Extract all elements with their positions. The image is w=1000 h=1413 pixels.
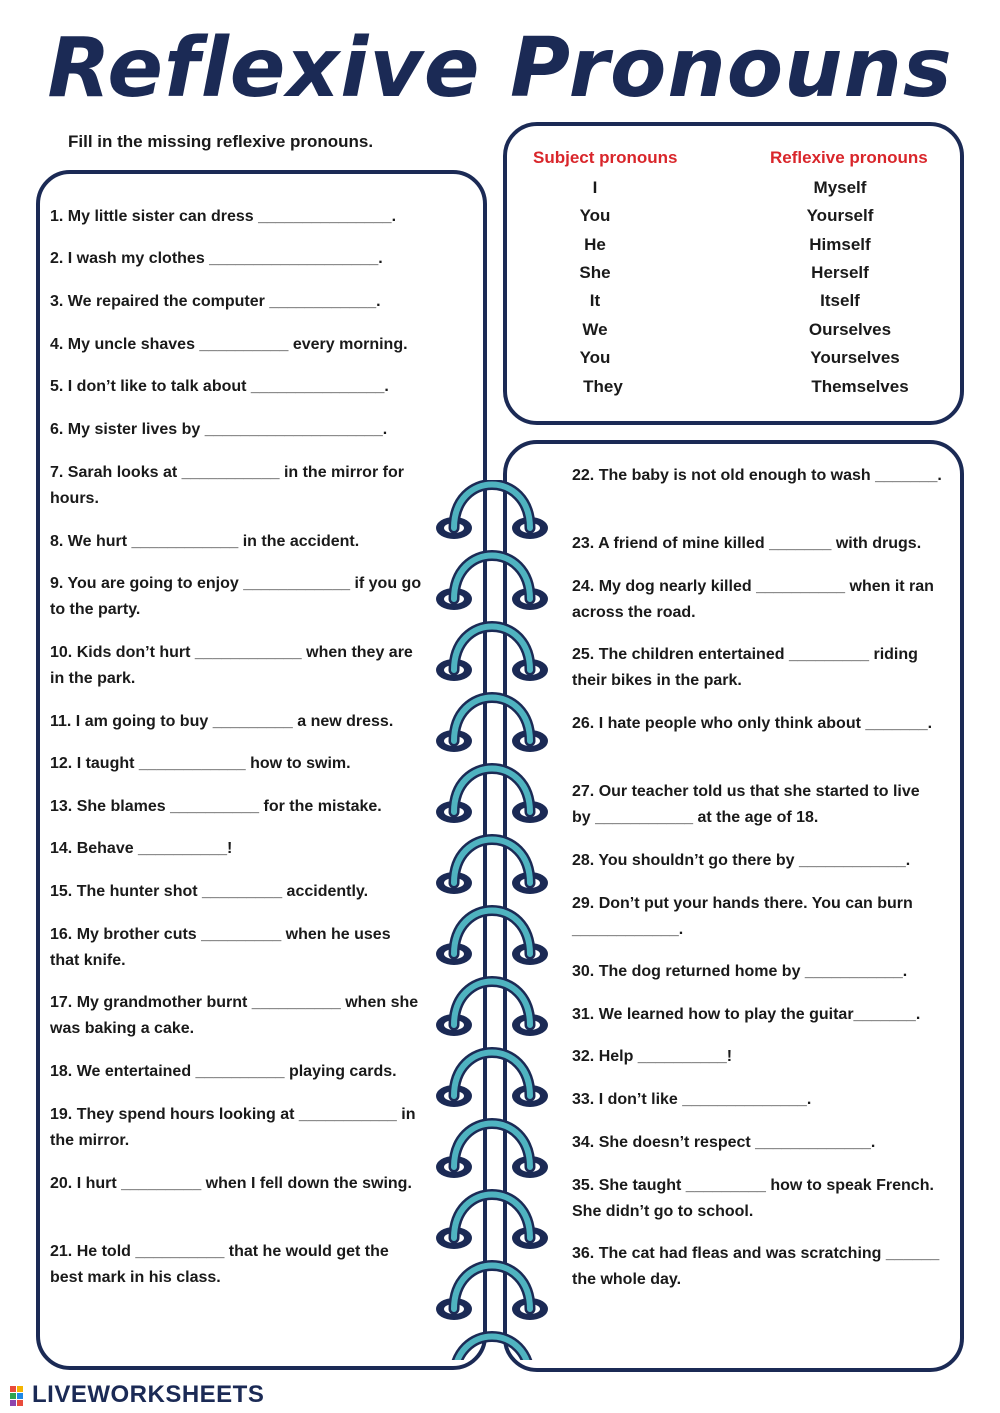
question-item: 5. I don’t like to talk about _______________. (50, 378, 389, 395)
question-item: 11. I am going to buy _________ a new dress. (50, 713, 394, 730)
reflexive-pronoun: Himself (809, 235, 871, 254)
question-item: 8. We hurt ____________ in the accident. (50, 533, 360, 550)
question-item: 23. A friend of mine killed _______ with drugs. (572, 535, 922, 552)
question-item: 17. My grandmother burnt __________ when she was baking a cake. (50, 994, 419, 1037)
reflexive-pronoun: Ourselves (808, 320, 892, 339)
footer-brand: LIVEWORKSHEETS (32, 1381, 265, 1408)
reflexive-pronoun: Herself (811, 263, 869, 282)
question-item: 1. My little sister can dress _______________. (50, 208, 397, 225)
question-item: 20. I hurt _________ when I fell down the swing. (50, 1175, 412, 1192)
subject-pronoun: I (592, 178, 598, 197)
subject-pronoun: They (583, 377, 623, 396)
question-item: 3. We repaired the computer ____________. (50, 293, 381, 310)
reflexive-pronoun: Yourself (806, 206, 874, 225)
question-item: 4. My uncle shaves __________ every morning. (50, 336, 408, 353)
reflexive-pronoun: Yourselves (810, 348, 900, 367)
question-item: 24. My dog nearly killed __________ when it ran across the road. (572, 578, 934, 621)
question-item: 12. I taught ____________ how to swim. (50, 755, 351, 772)
question-item: 21. He told __________ that he would get the best mark in his class. (50, 1243, 389, 1286)
question-item: 18. We entertained __________ playing cards. (50, 1063, 397, 1080)
instruction-text: Fill in the missing reflexive pronouns. (68, 132, 374, 151)
reflexive-pronoun: Themselves (811, 377, 909, 396)
question-item: 19. They spend hours looking at ___________ in the mirror. (50, 1106, 416, 1149)
question-item: 22. The baby is not old enough to wash _______. (572, 467, 942, 484)
binder-rings-icon (430, 480, 560, 1360)
question-item: 34. She doesn’t respect _____________. (572, 1134, 876, 1151)
question-item: 31. We learned how to play the guitar_______. (572, 1006, 921, 1023)
question-item: 26. I hate people who only think about _______. (572, 715, 933, 732)
question-item: 7. Sarah looks at ___________ in the mirror for hours. (50, 464, 404, 507)
question-item: 6. My sister lives by ____________________. (50, 421, 388, 438)
question-item: 13. She blames __________ for the mistake. (50, 798, 382, 815)
question-item: 27. Our teacher told us that she started to live by ___________ at the age of 18. (572, 783, 920, 826)
subject-pronoun: You (579, 348, 611, 367)
question-item: 33. I don’t like ______________. (572, 1091, 812, 1108)
question-item: 16. My brother cuts _________ when he uses that knife. (50, 926, 391, 969)
question-item: 30. The dog returned home by ___________. (572, 963, 908, 980)
subject-pronoun: You (579, 206, 611, 225)
footer-logo (10, 1381, 264, 1409)
subject-pronoun: We (582, 320, 608, 339)
question-item: 32. Help __________! (572, 1048, 733, 1065)
question-item: 25. The children entertained _________ riding their bikes in the park. (572, 646, 918, 689)
question-item: 36. The cat had fleas and was scratching ______ the whole day. (572, 1245, 940, 1288)
question-item: 14. Behave __________! (50, 840, 233, 857)
subject-pronoun: She (579, 263, 611, 282)
reflexive-pronoun: Itself (820, 291, 860, 310)
worksheet-title: Reflexive Pronouns (47, 21, 953, 116)
question-item: 9. You are going to enjoy ____________ if you go to the party. (50, 575, 422, 618)
subject-pronouns-header: Subject pronouns (533, 148, 678, 167)
question-item: 28. You shouldn’t go there by ____________. (572, 852, 911, 869)
question-item: 29. Don’t put your hands there. You can burn ____________. (572, 895, 913, 938)
reflexive-pronouns-header: Reflexive pronouns (770, 148, 928, 167)
liveworksheets-logo-icon (10, 1384, 30, 1406)
question-item: 10. Kids don’t hurt ____________ when they are in the park. (50, 644, 413, 687)
question-item: 35. She taught _________ how to speak French. She didn’t go to school. (572, 1177, 934, 1220)
reflexive-pronoun: Myself (813, 178, 867, 197)
question-item: 15. The hunter shot _________ accidently. (50, 883, 369, 900)
subject-pronoun: He (584, 235, 606, 254)
question-item: 2. I wash my clothes ___________________. (50, 250, 383, 267)
subject-pronoun: It (589, 291, 601, 310)
